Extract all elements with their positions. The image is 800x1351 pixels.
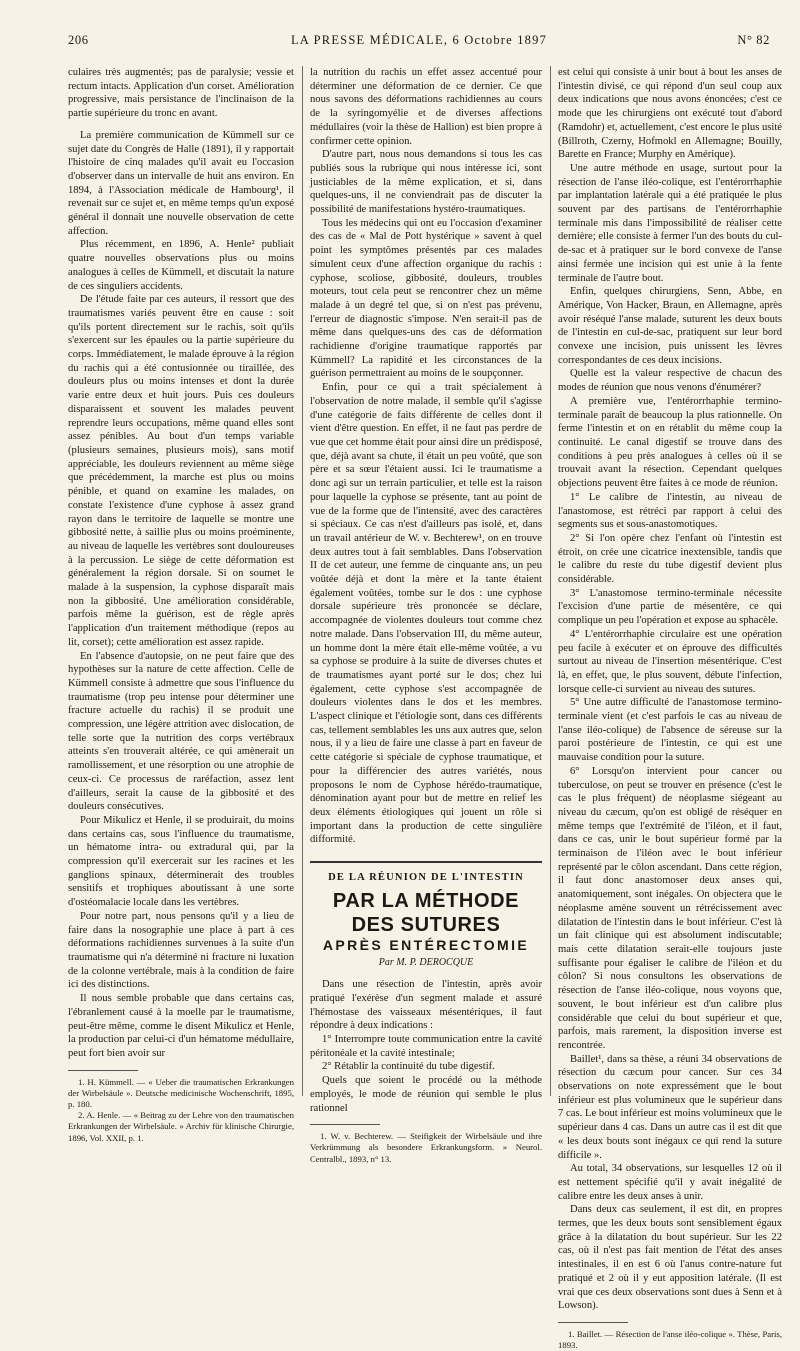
column-divider bbox=[302, 66, 303, 1096]
paragraph: D'autre part, nous nous demandons si tous les cas publiés sous la rubrique qui nous intéresse ici, sont justiciables de la même explication, et si, dans quelques-uns, il ne conviendrait pas de discuter la possibilité de manifestations hystéro-traumatiques. bbox=[310, 149, 542, 216]
paragraph: Au total, 34 observations, sur lesquelles 12 où il est nettement spécifié qu'il y avait inégalité de calibre entre les deux anses à unir. bbox=[558, 1163, 782, 1202]
column-1 bbox=[68, 66, 294, 1143]
page-header bbox=[68, 33, 770, 55]
paragraph: Enfin, quelques chirurgiens, Senn, Abbe, en Amérique, Von Hacker, Braun, en Allemagne, après avoir réséqué l'anse malade, suturent les deux bouts de l'intestin en cul-de-sac, pratiquent sur leur bord convexe une incision, puis unissent les lèvres correspondantes de ces deux incisions. bbox=[558, 286, 782, 366]
paragraph: En l'absence d'autopsie, on ne peut faire que des hypothèses sur la nature de cette affection. Celle de Kümmell consiste à admettre que sous l'influence du traumatisme (trop peu intense pour déterminer une fracture actuelle du rachis) il se produit une compression, une légère attrition avec dislocation, de telle sorte que la nutrition des corps vertébraux atteints s'en trouverait altérée, ce qui amènerait un ramollissement, et une résorption ou une atrophie de ceux-ci. Ce processus de raréfaction, assez lent d'ailleurs, serait la cause de la gibbosité et des douleurs consécutives. bbox=[68, 650, 294, 813]
paragraph: Dans une résection de l'intestin, après avoir pratiqué l'exérèse d'un segment malade et assuré l'hémostase des vaisseaux mésentériques, il faut répondre à deux indications : bbox=[310, 979, 542, 1032]
paragraph: Dans deux cas seulement, il est dit, en propres termes, que les deux bouts sont sensiblement égaux grâce à la dilatation du bout supérieur. Sur les 22 cas, où il n'est pas fait mention de l'état des anses intestinales, il en est 6 où l'anus contre-nature fut pratiqué et 2 où il y eut apposition latérale. (Il est vrai que ces deux observations sont dues à Senn et à Lowson). bbox=[558, 1204, 782, 1312]
paragraph: 1° Le calibre de l'intestin, au niveau de l'anastomose, est rétréci par rapport à celui des segments sus et sous-anastomotiques. bbox=[558, 491, 782, 531]
paragraph: Baillet¹, dans sa thèse, a réuni 34 observations de résection du cæcum pour cancer. Sur ces 34 observations on note expressément que le bout inférieur est plus volumineux que le supérieur dans 7 cas. Le bout inférieur est moins volumineux que le supérieur dans 4 cas. Dans un autre cas il est dit que « les deux bouts sont inégaux ce qui rend la suture difficile ». bbox=[558, 1053, 782, 1161]
paragraph: A première vue, l'entérorrhaphie termino-terminale paraît de beaucoup la plus rationnelle. On ferme l'intestin et on en rétablit du même coup la continuité. Le canal digestif se trouve dans des conditions à peu près analogues à celles où il se trouvait avant la résection. Cependant quelques objections peuvent être faites à ce mode de réunion. bbox=[558, 395, 782, 490]
paragraph: Enfin, pour ce qui a trait spécialement à l'observation de notre malade, il semble qu'il s'agisse d'une catégorie de faits différente de celles dont il vient d'être question. En effet, il ne faut pas perdre de vue que cet homme était pour ainsi dire un prédisposé, que, déjà avant sa chute, il était un peu voûté, que son père et sa sœur l'étaient aussi. Ici le traumatisme a donc agi sur un terrain particulier, et telle est la raison pour laquelle la cyphose se présente, tant au point de vue de la forme que de l'intensité, avec des caractères si spéciaux. Ce cas n'est d'ailleurs pas isolé, et, dans un travail antérieur de W. v. Bechterew¹, on en trouve deux autres tout à fait semblables. Dans l'observation II de cet auteur, une femme de cinquante ans, un peu voûtée déjà et dont la mère et la tante étaient également voûtées, tombe sur le dos : une cyphose dorsale supérieure très prononcée se déclare, accompagnée de violentes douleurs tout comme chez notre malade. Dans l'observation III, du même auteur, un homme dont la mère était elle-même voûtée, a vu sa cyphose se produire à la suite de diverses chutes et de traumatismes ayant porté sur le dos; chez lui également, cette cyphose s'est accompagnée de douleurs violentes dans le dos et les membres. L'aspect clinique et l'étiologie sont, dans ces différents cas, tellement semblables les uns aux autres que, selon nous, il y a lieu de faire une classe à part en faveur de cette catégorie si spéciale de cyphose traumatique, et pour la différencier des autres variétés, nous proposons le nom de Cyphose hérédo-traumatique, dénomination ayant pour but de mettre en relief les deux éléments étiologiques qui jouent un rôle si important dans la production de cette singulière difformité. bbox=[310, 382, 542, 846]
paragraph: Pour Mikulicz et Henle, il se produirait, du moins dans certains cas, sous l'influence du traumatisme, un hématome intra- ou extradural qui, par la compression qu'il exercerait sur les racines et les ganglions spinaux, déterminerait des troubles sensitifs et trophiques aboutissant à une sorte d'ostéomalacie locale dans les vertèbres. bbox=[68, 814, 294, 909]
article-heading bbox=[310, 861, 542, 970]
footnote: 1. H. Kümmell. — « Ueber die traumatischen Erkrankungen der Wirbelsäule ». Deutsche medicinische Wochenschrift, 1895, p. 180. bbox=[68, 1076, 294, 1110]
journal-title: LA PRESSE MÉDICALE, 6 Octobre 1897 bbox=[290, 33, 548, 47]
column-3 bbox=[558, 66, 782, 1351]
issue-number: N° 82 bbox=[737, 33, 770, 47]
paragraph: 3° L'anastomose termino-terminale nécessite l'excision d'une partie de mésentère, ce qui complique un peu l'opération et expose au sphacèle. bbox=[558, 587, 782, 627]
paragraph: culaires très augmentés; pas de paralysie; vessie et rectum intacts. Application d'un corset. Amélioration progressive, mais persistance de l'inclinaison de la partie supérieure du tronc en avant. bbox=[68, 67, 294, 120]
footnote-rule bbox=[558, 1322, 628, 1323]
footnote-rule bbox=[310, 1124, 380, 1125]
footnote: 2. A. Henle. — « Beitrag zu der Lehre von den traumatischen Erkrankungen der Wirbelsäule. » Archiv für klinische Chirurgie, 1896, Vol. XXII, p. 1. bbox=[68, 1110, 294, 1143]
article-byline: Par M. P. DEROCQUE bbox=[378, 957, 474, 969]
paragraph: De l'étude faite par ces auteurs, il ressort que des traumatismes variés peuvent être en cause : soit qu'ils portent directement sur le rachis, soit qu'ils s'exercent sur les épaules ou la partie supérieure du corps. Immédiatement, le malade éprouve à la région du rachis qui a été contusionnée ou tiraillée, des douleurs plus ou moins intenses et dont la durée varie entre deux et huit jours. Puis ces douleurs disparaissent et souvent les malades peuvent reprendre leurs occupations, même quand elles sont assez pénibles. Au bout d'un temps variable (plusieurs semaines, plusieurs mois), sans motif appréciable, les douleurs reviennent au même siège que précédemment, la marche est plus ou moins pénible, et quand on examine les malades, on constate l'existence d'une cyphose à assez grand rayon dans le territoire de laquelle se montre une gibbosité nette, à saillie plus ou moins proéminente, au niveau de laquelle les vertèbres sont douloureuses à la percussion. Le siège de cette déformation est généralement la région dorsale. Si on soumet le malade à la suspension, la cyphose disparaît mais non la gibbosité. Une amélioration considérable, parfois même la guérison, est de règle après l'application d'un traitement méthodique (repos au lit, corset); cette amélioration est assez rapide. bbox=[68, 294, 294, 648]
paragraph: Une autre méthode en usage, surtout pour la résection de l'anse iléo-colique, est l'entérorrhaphie par implantation latérale qui a été pratiquée le plus souvent par des partisans de l'entérorrhaphie terminale mis dans l'impossibilité de réaliser cette dernière; elle consiste à fermer l'un des bouts du cul-de-sac et à pratiquer sur le bord convexe de l'anse ainsi fermée une incision qui est unie à la fente terminale de l'autre bout. bbox=[558, 162, 782, 284]
paragraph: 1° Interrompre toute communication entre la cavité péritonéale et la cavité intestinale; bbox=[310, 1034, 542, 1059]
paragraph: 2° Si l'on opère chez l'enfant où l'intestin est étroit, on crée une cicatrice inextensible, tandis que le calibre du reste du tube digestif devient plus considérable. bbox=[558, 532, 782, 586]
paragraph: 2° Rétablir la continuité du tube digestif. bbox=[322, 1061, 495, 1073]
article-kicker: DE LA RÉUNION DE L'INTESTIN bbox=[328, 872, 524, 884]
paragraph: la nutrition du rachis un effet assez accentué pour déterminer une déformation de ce dernier. Ce que nous savons des déformations rachidiennes au cours de la syringomyélie et de diverses affections médullaires (voir la thèse de Hallion) est bien propre à confirmer cette opinion. bbox=[310, 67, 542, 147]
paragraph: Plus récemment, en 1896, A. Henle² publiait quatre nouvelles observations plus ou moins analogues à celles de Kümmell, et discutait la nature de ces singuliers accidents. bbox=[68, 239, 294, 292]
page-number: 206 bbox=[68, 33, 89, 47]
paragraph: 6° Lorsqu'on intervient pour cancer ou tuberculose, on peut se trouver en présence (c'est le cas le plus fréquent) de néoplasme siégeant au niveau du cæcum, qu'on est obligé de réséquer en même temps que l'extrémité de l'iléon, et il faut, dans ce cas, unir le bout supérieur formé par la terminaison de l'iléon avec le bout inférieur représenté par le côlon ascendant. Dans cette région, il faut donc anastomoser deux anses qui, anatomiquement, sont inégales. On objectera que le néoplasme amène souvent un rétrécissement avec dilatation de l'intestin dans le bout inférieur. C'est là un fait clinique qui est absolument indiscutable; mais cette dilatation serait-elle toujours juste suffisante pour égaliser le calibre de l'iléon et du côlon? Si nous consultons les observations de résection de l'anse iléo-colique, nous voyons que, souvent, le bout inférieur est d'un calibre plus considérable que celui du bout supérieur et que, parfois, mais rarement, la disposition inverse est rencontrée. bbox=[558, 765, 782, 1051]
paragraph: Pour notre part, nous pensons qu'il y a lieu de faire dans la nosographie une place à part à ces déformations rachidiennes survenues à la suite d'un traumatisme qui n'a déterminé ni fracture ni luxation de la colonne vertébrale, mais à la condition de faire ici des distinctions. bbox=[68, 910, 294, 991]
paragraph: 5° Une autre difficulté de l'anastomose termino-terminale vient (et c'est parfois le cas au niveau de l'anse iléo-colique) de l'absence de séreuse sur la paroi postérieure de l'intestin, ce qui est une mauvaise condition pour la suture. bbox=[558, 697, 782, 764]
paragraph: 4° L'entérorrhaphie circulaire est une opération peu facile à exécuter et on éprouve des difficultés surtout au niveau de l'insertion mésentérique. C'est là, en effet, que, le plus souvent, débute l'infection, lorsque celle-ci survient au niveau des sutures. bbox=[558, 628, 782, 695]
footnote: 1. Baillet. — Résection de l'anse iléo-colique ». Thèse, Paris, 1893. bbox=[558, 1328, 782, 1351]
paragraph: Quelle est la valeur respective de chacun des modes de réunion que nous venons d'énumérer? bbox=[558, 368, 782, 394]
paragraph: Tous les médecins qui ont eu l'occasion d'examiner des cas de « Mal de Pott hystérique » savent à quel point les symptômes présentés par ces malades simulent ceux d'une affection organique du rachis : cyphose, scoliose, gibbosité, douleurs, troubles moteurs, tout cela peut se rencontrer chez un même malade à un degré tel que, si on n'est pas prévenu, l'erreur de diagnostic s'impose. N'en serait-il pas de même dans quelques-uns des cas de déformation rachidienne d'origine traumatique rapportés par Kümmell? La rapidité et les circonstances de la guérison permettraient au moins de le soupçonner. bbox=[310, 217, 542, 380]
paragraph: Quels que soient le procédé ou la méthode employés, le mode de réunion qui semble le plus rationnel bbox=[310, 1075, 542, 1114]
article-title: PAR LA MÉTHODE DES SUTURES bbox=[332, 889, 520, 936]
paragraph: La première communication de Kümmell sur ce sujet date du Congrès de Halle (1891), il y rapportait l'histoire de cinq malades qu'il avait eu l'occasion d'observer dans un intervalle de huit ans environ. En 1894, à l'Association médicale de Hambourg¹, il revenait sur ce sujet et, en même temps qu'un exposé général il donnait une nouvelle observation de cette affection. bbox=[68, 129, 294, 237]
paragraph: est celui qui consiste à unir bout à bout les anses de l'intestin divisé, ce qui répond d'un seul coup aux deux indications que nous avons énoncées; c'est ce mode que les chirurgiens ont exécuté tout d'abord (Ramdohr) et, actuellement, c'est encore le plus usité (Billroth, Czerny, Hofmokl en Allemagne; Bouilly, Barette en France; Murphy en Amérique). bbox=[558, 67, 782, 161]
column-divider bbox=[550, 66, 551, 1096]
column-2 bbox=[310, 66, 542, 1164]
paragraph: Il nous semble probable que dans certains cas, l'ébranlement causé à la moelle par le traumatisme, peut-être même, comme le disent Mikulicz et Henle, la production par celui-ci d'un hématome médullaire, peut fort bien avoir sur bbox=[68, 993, 294, 1059]
footnote-rule bbox=[68, 1070, 138, 1071]
article-subtitle: APRÈS ENTÉRECTOMIE bbox=[322, 936, 530, 953]
footnote: 1. W. v. Bechterew. — Steifigkeit der Wirbelsäule und ihre Verkrümmung als besondere Erkrankungsform. » Neurol. Centralbl., 1893, n° 13. bbox=[310, 1131, 542, 1164]
